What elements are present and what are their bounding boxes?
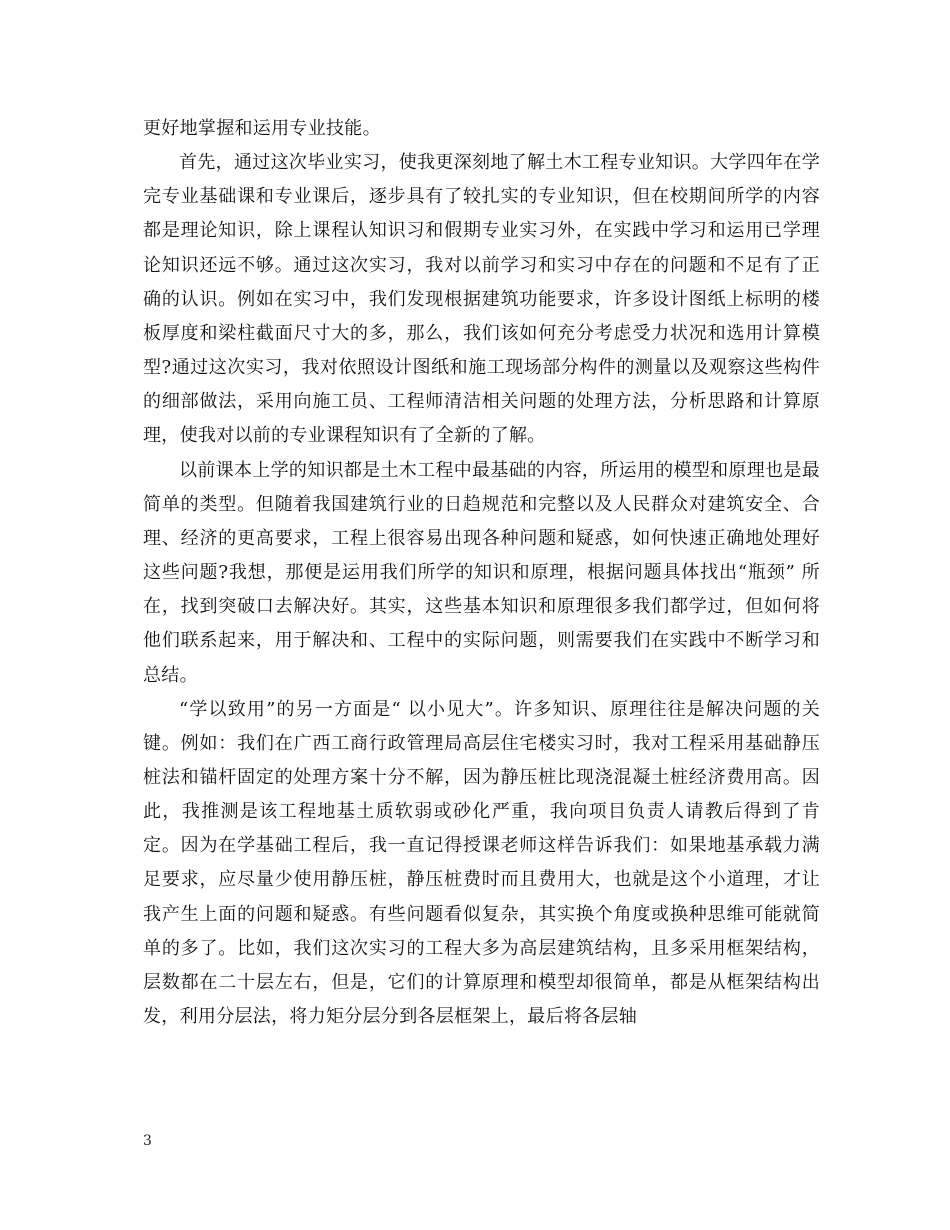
paragraph-2: 首先，通过这次毕业实习，使我更深刻地了解土木工程专业知识。大学四年在学完专业基础课和专业课后，逐步具有了较扎实的专业知识，但在校期间所学的内容都是理论知识，除上课程认知识习和假期专业实习外，在实践中学习和运用已学理论知识还远不够。通过这次实习，我对以前学习和实习中存在的问题和不足有了正确的认识。例如在实习中，我们发现根据建筑功能要求，许多设计图纸上标明的楼板厚度和梁柱截面尺寸大的多，那么，我们该如何充分考虑受力状况和选用计算模型?通过这次实习，我对依照设计图纸和施工现场部分构件的测量以及观察这些构件的细部做法，采用向施工员、工程师清洁相关问题的处理方法，分析思路和计算原理，使我对以前的专业课程知识有了全新的了解。 [143, 152, 820, 447]
paragraph-3: 以前课本上学的知识都是土木工程中最基础的内容，所运用的模型和原理也是最简单的类型。但随着我国建筑行业的日趋规范和完整以及人民群众对建筑安全、合理、经济的更高要求，工程上很容易出现各种问题和疑惑，如何快速正确地处理好这些问题?我想，那便是运用我们所学的知识和原理，根据问题具体找出“瓶颈” 所在，找到突破口去解决好。其实，这些基本知识和原理很多我们都学过，但如何将他们联系起来，用于解决和、工程中的实际问题，则需要我们在实践中不断学习和总结。 [143, 459, 820, 686]
paragraph-1: 更好地掌握和运用专业技能。 [143, 118, 381, 139]
paragraph-4: “学以致用”的另一方面是“ 以小见大”。许多知识、原理往往是解决问题的关键。例如：我们在广西工商行政管理局高层住宅楼实习时，我对工程采用基础静压桩法和锚杆固定的处理方案十分不解，因为静压桩比现浇混凝土桩经济费用高。因此，我推测是该工程地基土质软弱或砂化严重，我向项目负责人请教后得到了肯定。因为在学基础工程后，我一直记得授课老师这样告诉我们：如果地基承载力满足要求，应尽量少使用静压桩，静压桩费时而且费用大，也就是这个小道理，才让我产生上面的问题和疑惑。有些问题看似复杂，其实换个角度或换种思维可能就简单的多了。比如，我们这次实习的工程大多为高层建筑结构，且多采用框架结构，层数都在二十层左右，但是，它们的计算原理和模型却很简单，都是从框架结构出发，利用分层法，将力矩分层分到各层框架上，最后将各层轴 [143, 698, 820, 1028]
page-number: 3 [143, 1133, 152, 1149]
document-body [143, 112, 820, 1034]
